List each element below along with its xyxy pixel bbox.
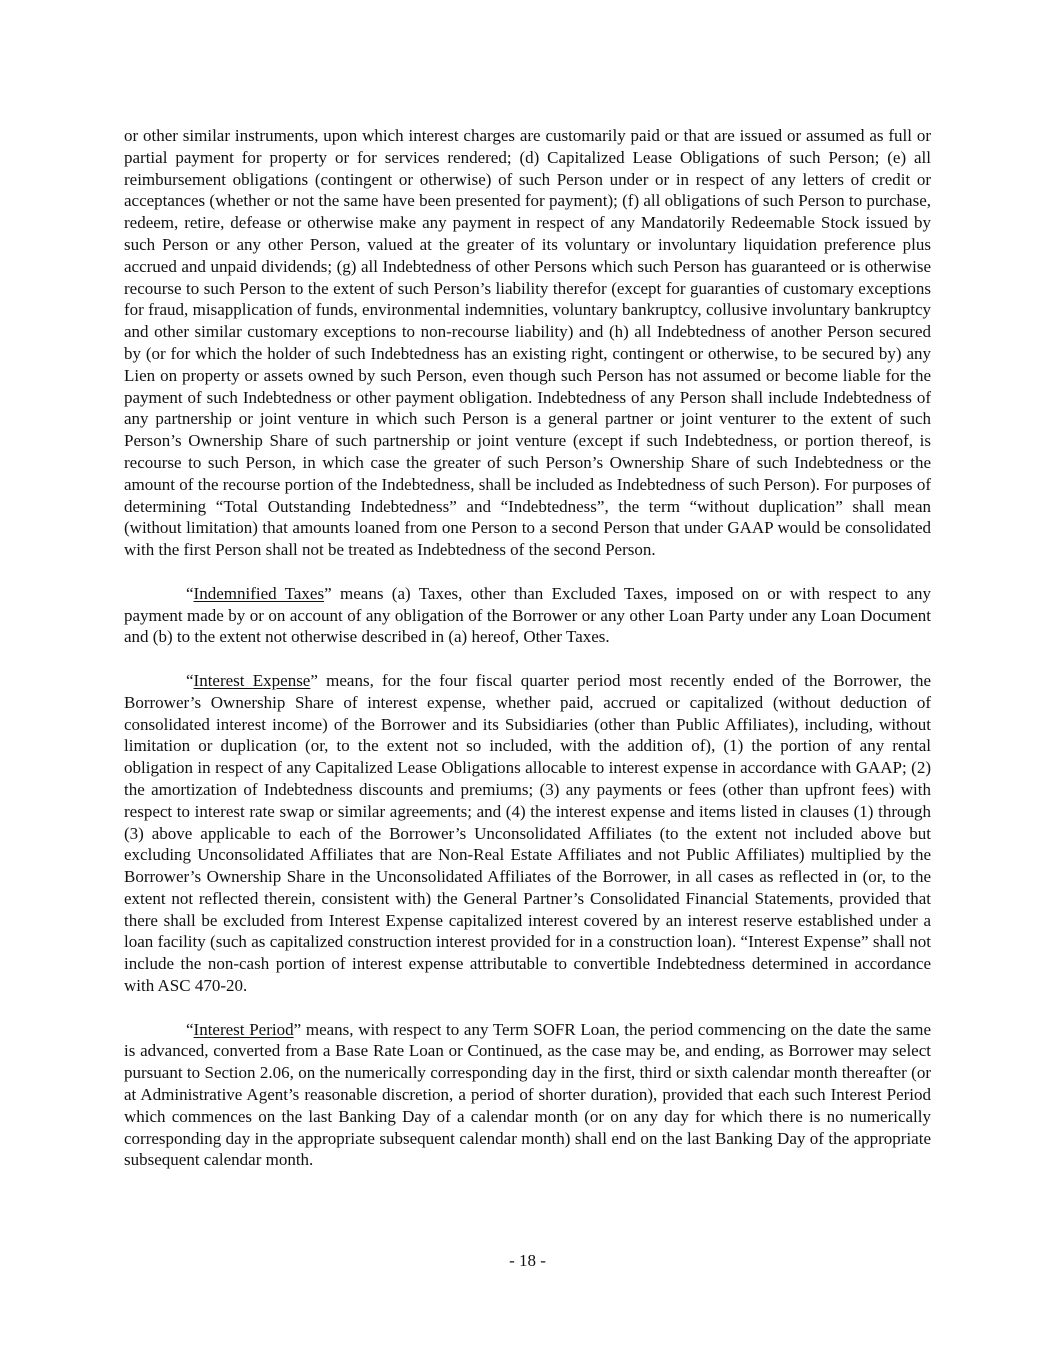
defined-term-interest-period: Interest Period	[193, 1019, 294, 1039]
definition-body-interest-expense: ” means, for the four fiscal quarter period most recently ended of the Borrower, the Borrower’s Ownership Share of interest expense, whether paid, accrued or capitalized (without deduction of consolidated interest income) of the Borrower and its Subsidiaries (other than Public Affiliates), including, without limitation or duplication (or, to the extent not so included, with the addition of), (1) the portion of any rental obligation in respect of any Capitalized Lease Obligations allocable to interest expense in accordance with GAAP; (2) the amortization of Indebtedness discounts and premiums; (3) any payments or fees (other than upfront fees) with respect to interest rate swap or similar agreements; and (4) the interest expense and items listed in clauses (1) through (3) above applicable to each of the Borrower’s Unconsolidated Affiliates (to the extent not included above but excluding Unconsolidated Affiliates that are Non-Real Estate Affiliates and not Public Affiliates) multiplied by the Borrower’s Ownership Share in the Unconsolidated Affiliates of the Borrower, in all cases as reflected in (or, to the extent not reflected therein, consistent with) the General Partner’s Consolidated Financial Statements, provided that there shall be excluded from Interest Expense capitalized interest covered by an interest reserve established under a loan facility (such as capitalized construction interest provided for in a construction loan). “Interest Expense” shall not include the non-cash portion of interest expense attributable to convertible Indebtedness determined in accordance with ASC 470-20.	[124, 670, 931, 996]
definition-interest-expense	[124, 670, 931, 997]
defined-term-interest-expense: Interest Expense	[193, 670, 311, 690]
indebtedness-continuation-paragraph: or other similar instruments, upon which interest charges are customarily paid or that are issued or assumed as full or partial payment for property or for services rendered; (d) Capitalized Lease Obligations of such Person; (e) all reimbursement obligations (contingent or otherwise) of such Person under or in respect of any letters of credit or acceptances (whether or not the same have been presented for payment); (f) all obligations of such Person to purchase, redeem, retire, defease or otherwise make any payment in respect of any Mandatorily Redeemable Stock issued by such Person or any other Person, valued at the greater of its voluntary or involuntary liquidation preference plus accrued and unpaid dividends; (g) all Indebtedness of other Persons which such Person has guaranteed or is otherwise recourse to such Person to the extent of such Person’s liability therefor (except for guaranties of customary exceptions for fraud, misapplication of funds, environmental indemnities, voluntary bankruptcy, collusive involuntary bankruptcy and other similar customary exceptions to non-recourse liability) and (h) all Indebtedness of another Person secured by (or for which the holder of such Indebtedness has an existing right, contingent or otherwise, to be secured by) any Lien on property or assets owned by such Person, even though such Person has not assumed or become liable for the payment of such Indebtedness or other payment obligation. Indebtedness of any Person shall include Indebtedness of any partnership or joint venture in which such Person is a general partner or joint venturer to the extent of such Person’s Ownership Share of such partnership or joint venture (except if such Indebtedness, or portion thereof, is recourse to such Person, in which case the greater of such Person’s Ownership Share of such Indebtedness or the amount of the recourse portion of the Indebtedness, shall be included as Indebtedness of such Person). For purposes of determining “Total Outstanding Indebtedness” and “Indebtedness”, the term “without duplication” shall mean (without limitation) that amounts loaned from one Person to a second Person that under GAAP would be consolidated with the first Person shall not be treated as Indebtedness of the second Person.	[124, 126, 931, 560]
definition-interest-period	[124, 1019, 931, 1172]
definition-body-interest-period: ” means, with respect to any Term SOFR Loan, the period commencing on the date the same is advanced, converted from a Base Rate Loan or Continued, as the case may be, and ending, as Borrower may select pursuant to Section 2.06, on the numerically corresponding day in the first, third or sixth calendar month thereafter (or at Administrative Agent’s reasonable discretion, a period of shorter duration), provided that each such Interest Period which commences on the last Banking Day of a calendar month (or on any day for which there is no numerically corresponding day in the appropriate subsequent calendar month) shall end on the last Banking Day of the appropriate subsequent calendar month.	[124, 1019, 931, 1170]
page-number: - 18 -	[509, 1251, 546, 1270]
definition-open-quote: “	[186, 670, 194, 690]
document-page	[124, 125, 931, 1171]
definition-body-indemnified-taxes: ” means (a) Taxes, other than Excluded Taxes, imposed on or with respect to any payment made by or on account of any obligation of the Borrower or any other Loan Party under any Loan Document and (b) to the extent not otherwise described in (a) hereof, Other Taxes.	[124, 583, 931, 647]
definition-open-quote: “	[186, 1019, 194, 1039]
definition-open-quote: “	[186, 583, 194, 603]
definition-indemnified-taxes	[124, 583, 931, 648]
defined-term-indemnified-taxes: Indemnified Taxes	[193, 583, 325, 603]
